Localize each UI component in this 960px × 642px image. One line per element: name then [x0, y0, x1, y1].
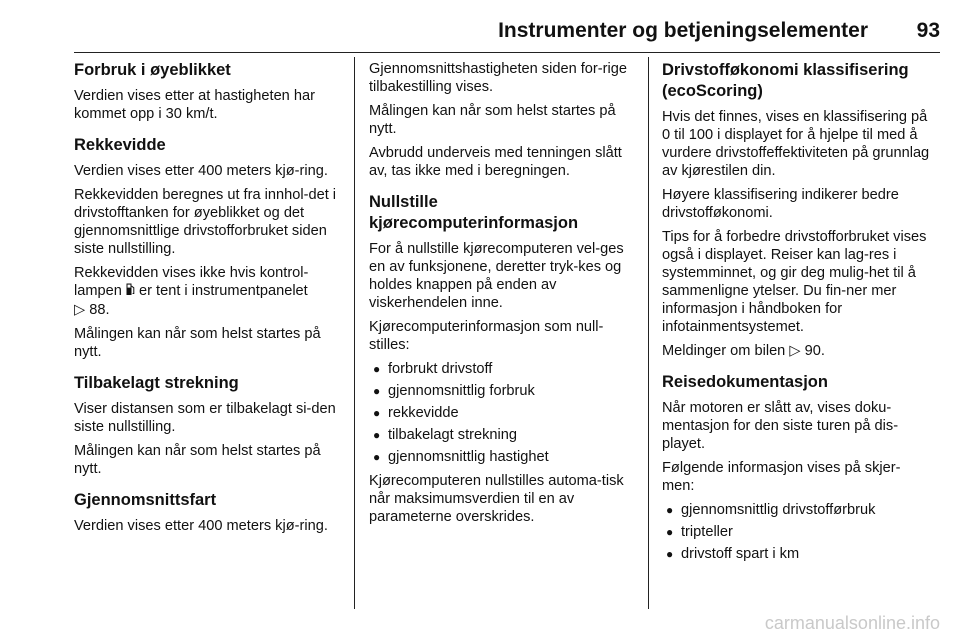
- paragraph: Viser distansen som er tilbakelagt si-den siste nullstilling.: [74, 401, 336, 435]
- paragraph: For å nullstille kjørecomputeren vel-ges en av funksjonene, deretter tryk-kes og holdes knappen på enden av viskerhendelen inne.: [369, 241, 624, 311]
- section-heading: Drivstofføkonomi klassifisering (ecoScoring): [662, 61, 909, 100]
- text: Rekkevidden vises ikke hvis kontrol-lampen: [74, 265, 309, 299]
- paragraph: Kjørecomputeren nullstilles automa-tisk når maksimumsverdien til en av parameterne overskrides.: [369, 473, 624, 525]
- paragraph: Når motoren er slått av, vises doku-mentasjon for den siste turen på dis-playet.: [662, 400, 899, 452]
- paragraph: Målingen kan når som helst startes på nytt.: [74, 326, 321, 360]
- paragraph: Følgende informasjon vises på skjer-men:: [662, 460, 901, 494]
- page-header: [74, 0, 940, 53]
- section-heading: Forbruk i øyeblikket: [74, 61, 231, 79]
- column-1: [74, 60, 344, 612]
- column-divider: [354, 57, 355, 609]
- reset-items-list: [369, 360, 637, 466]
- chapter-title: Instrumenter og betjeningselementer: [498, 19, 868, 42]
- watermark: carmanualsonline.info: [764, 613, 940, 633]
- list-item: ● gjennomsnittlig forbruk: [369, 382, 637, 400]
- section-heading: Nullstille kjørecomputerinformasjon: [369, 193, 579, 232]
- list-item: ● forbrukt drivstoff: [369, 360, 637, 378]
- paragraph: [662, 342, 930, 360]
- paragraph: Tips for å forbedre drivstofforbruket vises også i displayet. Reiser kan lag-res i systemminnet, og gir deg mulig-het til å sammenligne ytelser. Du fin-ner mer informasjon i håndboken for infotainmentsystemet.: [662, 229, 927, 335]
- paragraph: Avbrudd underveis med tenningen slått av, tas ikke med i beregningen.: [369, 145, 622, 179]
- fuel-pump-icon: [126, 283, 135, 301]
- list-item: ● tilbakelagt strekning: [369, 426, 637, 444]
- paragraph: Verdien vises etter at hastigheten har kommet opp i 30 km/t.: [74, 88, 315, 122]
- paragraph: Hvis det finnes, vises en klassifisering på 0 til 100 i displayet for å hjelpe til med å vurdere drivstoffeffektiviteten på grunnlag av kjørestilen din.: [662, 109, 930, 179]
- list-item: ● rekkevidde: [369, 404, 637, 422]
- list-item: ● gjennomsnittlig drivstofførbruk: [662, 501, 930, 519]
- section-heading: Gjennomsnittsfart: [74, 491, 217, 509]
- paragraph: Høyere klassifisering indikerer bedre drivstofføkonomi.: [662, 187, 899, 221]
- section-heading: Tilbakelagt strekning: [74, 374, 239, 392]
- column-2: [369, 60, 637, 612]
- paragraph: Verdien vises etter 400 meters kjø-ring.: [74, 163, 328, 179]
- text: Meldinger om bilen: [662, 343, 786, 359]
- paragraph: Gjennomsnittshastigheten siden for-rige tilbakestilling vises.: [369, 61, 627, 95]
- paragraph: Verdien vises etter 400 meters kjø-ring.: [74, 518, 328, 534]
- trip-info-list: [662, 501, 930, 563]
- column-divider: [648, 57, 649, 609]
- section-heading: Rekkevidde: [74, 136, 166, 154]
- paragraph: [74, 264, 344, 319]
- paragraph: Rekkevidden beregnes ut fra innhol-det i drivstofftanken for øyeblikket og det gjennomsnittlige drivstofforbruket siden siste nullstilling.: [74, 187, 337, 257]
- paragraph: Kjørecomputerinformasjon som null-stilles:: [369, 319, 604, 353]
- section-heading: Reisedokumentasjon: [662, 373, 828, 391]
- paragraph: Målingen kan når som helst startes på nytt.: [369, 103, 616, 137]
- list-item: ● gjennomsnittlig hastighet: [369, 448, 637, 466]
- page-number: 93: [916, 19, 940, 42]
- column-3: [662, 60, 930, 612]
- page-reference-link[interactable]: ▷ 88.: [74, 302, 110, 318]
- page-reference-link[interactable]: ▷ 90.: [789, 343, 825, 359]
- list-item: ● tripteller: [662, 523, 930, 541]
- paragraph: Målingen kan når som helst startes på nytt.: [74, 443, 321, 477]
- text: er tent i instrumentpanelet: [139, 283, 308, 299]
- list-item: ● drivstoff spart i km: [662, 545, 930, 563]
